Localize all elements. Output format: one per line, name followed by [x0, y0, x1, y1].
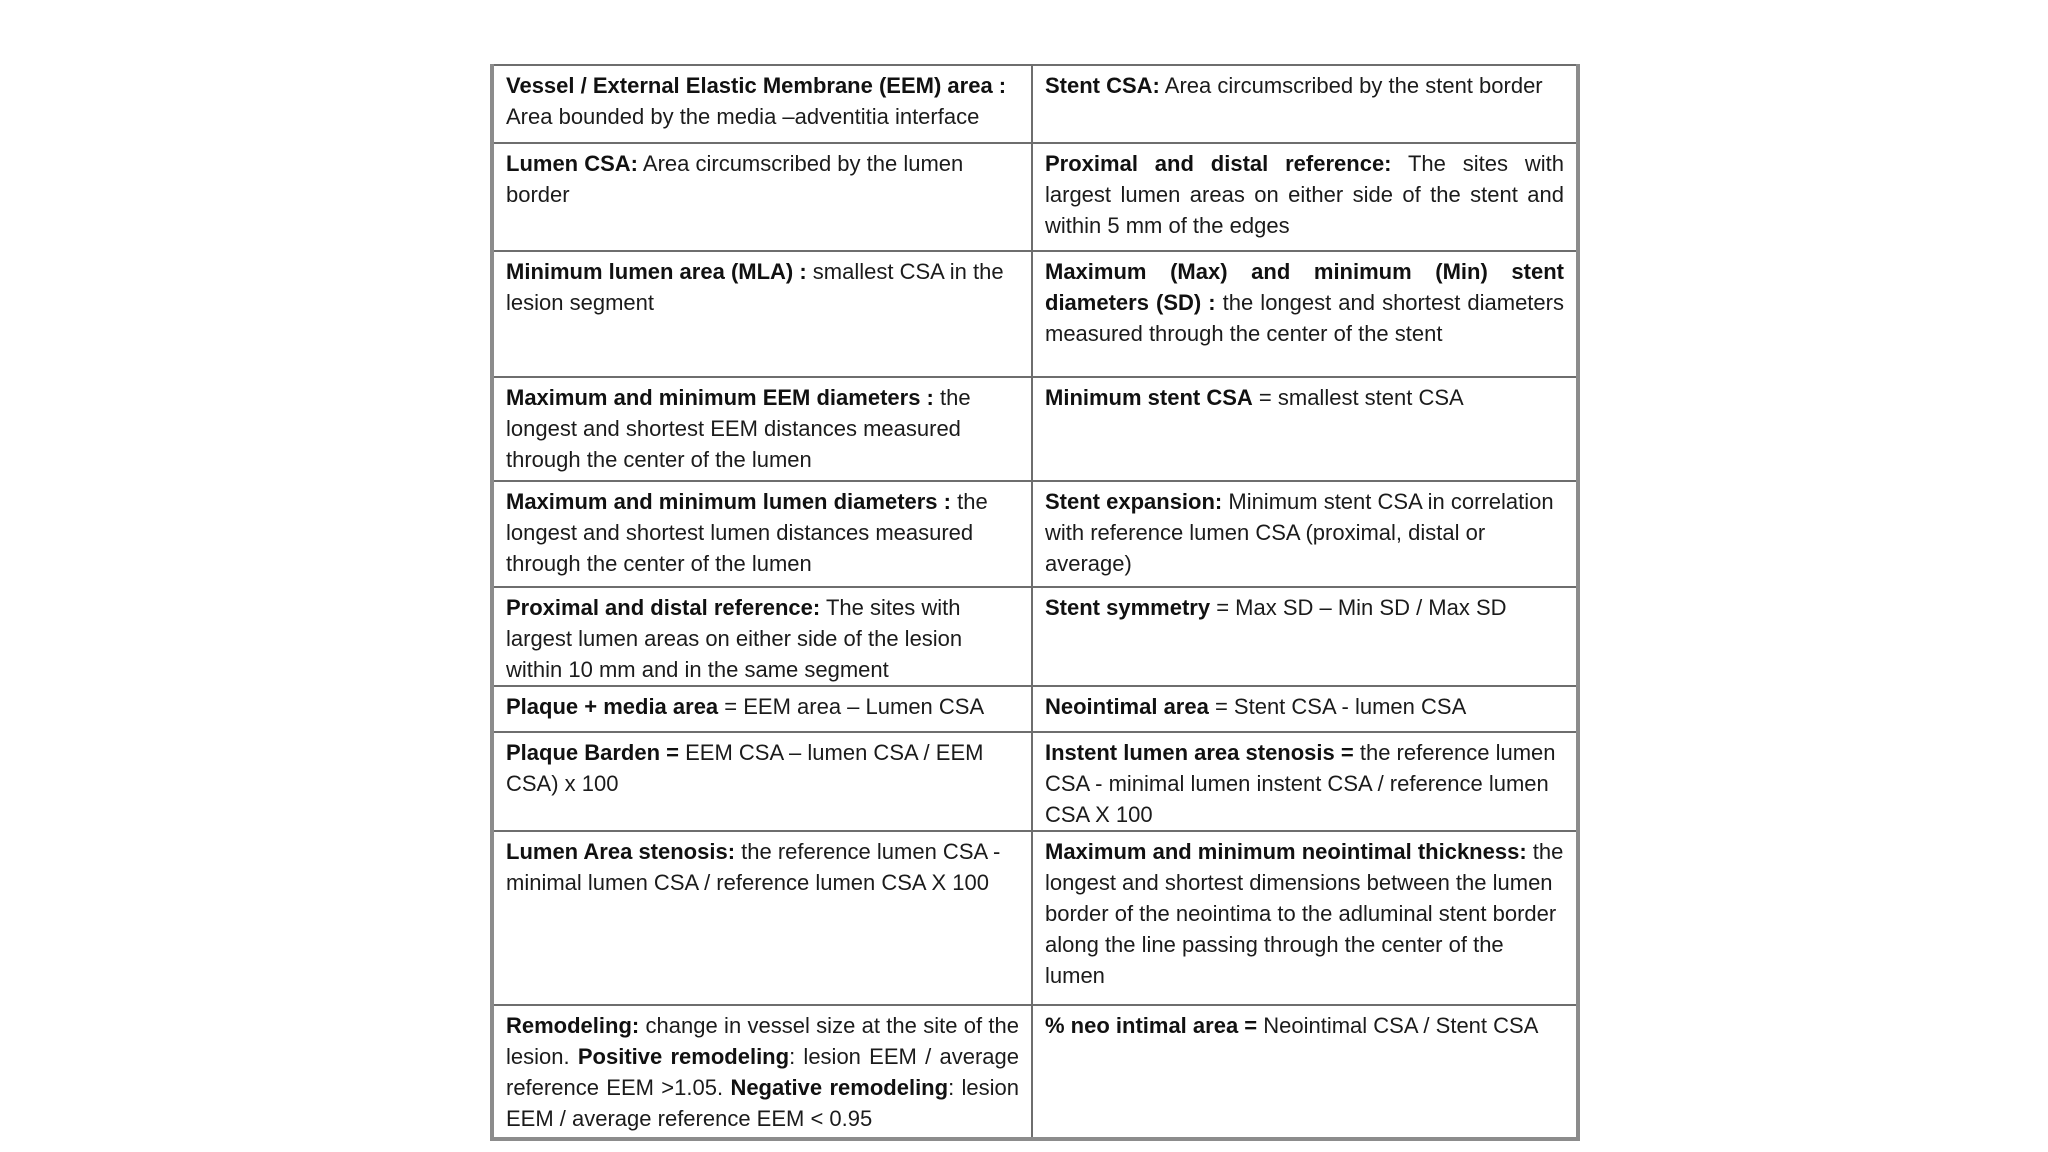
cell-stent-expansion: [1032, 481, 1578, 587]
term: Vessel / External Elastic Membrane (EEM) area :: [506, 73, 1007, 98]
term: Stent CSA:: [1045, 73, 1160, 98]
table-row: [492, 831, 1578, 1005]
cell-lesion-reference: [492, 587, 1032, 686]
cell-neointimal-area: [1032, 686, 1578, 732]
definition: Area bounded by the media –adventitia interface: [506, 104, 980, 129]
cell-neointimal-thickness: [1032, 831, 1578, 1005]
table-row: [492, 587, 1578, 686]
term: Positive remodeling: [577, 1044, 790, 1069]
cell-lumen-diameters: [492, 481, 1032, 587]
cell-min-stent-csa: [1032, 377, 1578, 481]
term: % neo intimal area =: [1045, 1013, 1258, 1038]
term: Proximal and distal reference:: [1045, 151, 1392, 176]
definition: EEM CSA – lumen CSA / EEM CSA) x 100: [506, 740, 984, 796]
cell-stent-reference: [1032, 143, 1578, 251]
table-row: [492, 481, 1578, 587]
definition: The sites with largest lumen areas on either side of the lesion within 10 mm and in the same segment: [506, 595, 963, 682]
table-row: [492, 65, 1578, 143]
cell-instent-stenosis: [1032, 732, 1578, 831]
table-row: [492, 251, 1578, 377]
table-row: [492, 732, 1578, 831]
definition: Area circumscribed by the stent border: [1159, 73, 1543, 98]
definition: : lesion EEM / average reference EEM >1.05.: [506, 1044, 1019, 1100]
cell-plaque-media: [492, 686, 1032, 732]
term: Maximum (Max) and minimum (Min) stent diameters (SD) :: [1045, 259, 1564, 315]
term: Minimum stent CSA: [1045, 385, 1253, 410]
term: Stent expansion:: [1045, 489, 1223, 514]
term: Stent symmetry: [1045, 595, 1211, 620]
definition: The sites with largest lumen areas on either side of the stent and within 5 mm of the edges: [1045, 151, 1564, 238]
definition: : lesion EEM / average reference EEM < 0.95: [506, 1075, 1019, 1131]
definition: = Stent CSA - lumen CSA: [1208, 694, 1467, 719]
term: Maximum and minimum neointimal thickness:: [1045, 839, 1527, 864]
definition: Neointimal CSA / Stent CSA: [1257, 1013, 1539, 1038]
table-row: [492, 143, 1578, 251]
definition: the longest and shortest EEM distances measured through the center of the lumen: [506, 385, 971, 472]
cell-stent-csa: [1032, 65, 1578, 143]
definition: the longest and shortest dimensions between the lumen border of the neointima to the adluminal stent border along the line passing through the center of the lumen: [1045, 839, 1564, 988]
definition: = Max SD – Min SD / Max SD: [1210, 595, 1507, 620]
definition: the longest and shortest lumen distances measured through the center of the lumen: [506, 489, 988, 576]
term: Maximum and minimum EEM diameters :: [506, 385, 934, 410]
cell-lumen-csa: [492, 143, 1032, 251]
term: Plaque + media area: [506, 694, 719, 719]
term: Plaque Barden =: [506, 740, 680, 765]
cell-remodeling: [492, 1005, 1032, 1139]
definition: the longest and shortest diameters measured through the center of the stent: [1045, 290, 1564, 346]
table-row: [492, 686, 1578, 732]
table-row: [492, 1005, 1578, 1139]
cell-lumen-area-stenosis: [492, 831, 1032, 1005]
definition: the reference lumen CSA - minimal lumen instent CSA / reference lumen CSA X 100: [1045, 740, 1556, 827]
cell-eem-area: [492, 65, 1032, 143]
definition: = EEM area – Lumen CSA: [718, 694, 985, 719]
definitions-table: [490, 64, 1580, 1141]
cell-mla: [492, 251, 1032, 377]
term: Lumen CSA:: [506, 151, 638, 176]
term: Instent lumen area stenosis =: [1045, 740, 1354, 765]
definition: change in vessel size at the site of the lesion.: [506, 1013, 1019, 1069]
term: Proximal and distal reference:: [506, 595, 821, 620]
term: Maximum and minimum lumen diameters :: [506, 489, 951, 514]
term: Minimum lumen area (MLA) :: [506, 259, 807, 284]
cell-neointimal-percent: [1032, 1005, 1578, 1139]
definition: Minimum stent CSA in correlation with reference lumen CSA (proximal, distal or average): [1045, 489, 1554, 576]
table-row: [492, 377, 1578, 481]
definition: Area circumscribed by the lumen border: [506, 151, 964, 207]
term: Lumen Area stenosis:: [506, 839, 736, 864]
cell-stent-symmetry: [1032, 587, 1578, 686]
term: Neointimal area: [1045, 694, 1209, 719]
term: Negative remodeling: [730, 1075, 949, 1100]
cell-eem-diameters: [492, 377, 1032, 481]
definition: = smallest stent CSA: [1252, 385, 1464, 410]
definition: the reference lumen CSA - minimal lumen CSA / reference lumen CSA X 100: [506, 839, 1001, 895]
cell-stent-diameters: [1032, 251, 1578, 377]
cell-plaque-barden: [492, 732, 1032, 831]
term: Remodeling:: [506, 1013, 640, 1038]
definition: smallest CSA in the lesion segment: [506, 259, 1004, 315]
